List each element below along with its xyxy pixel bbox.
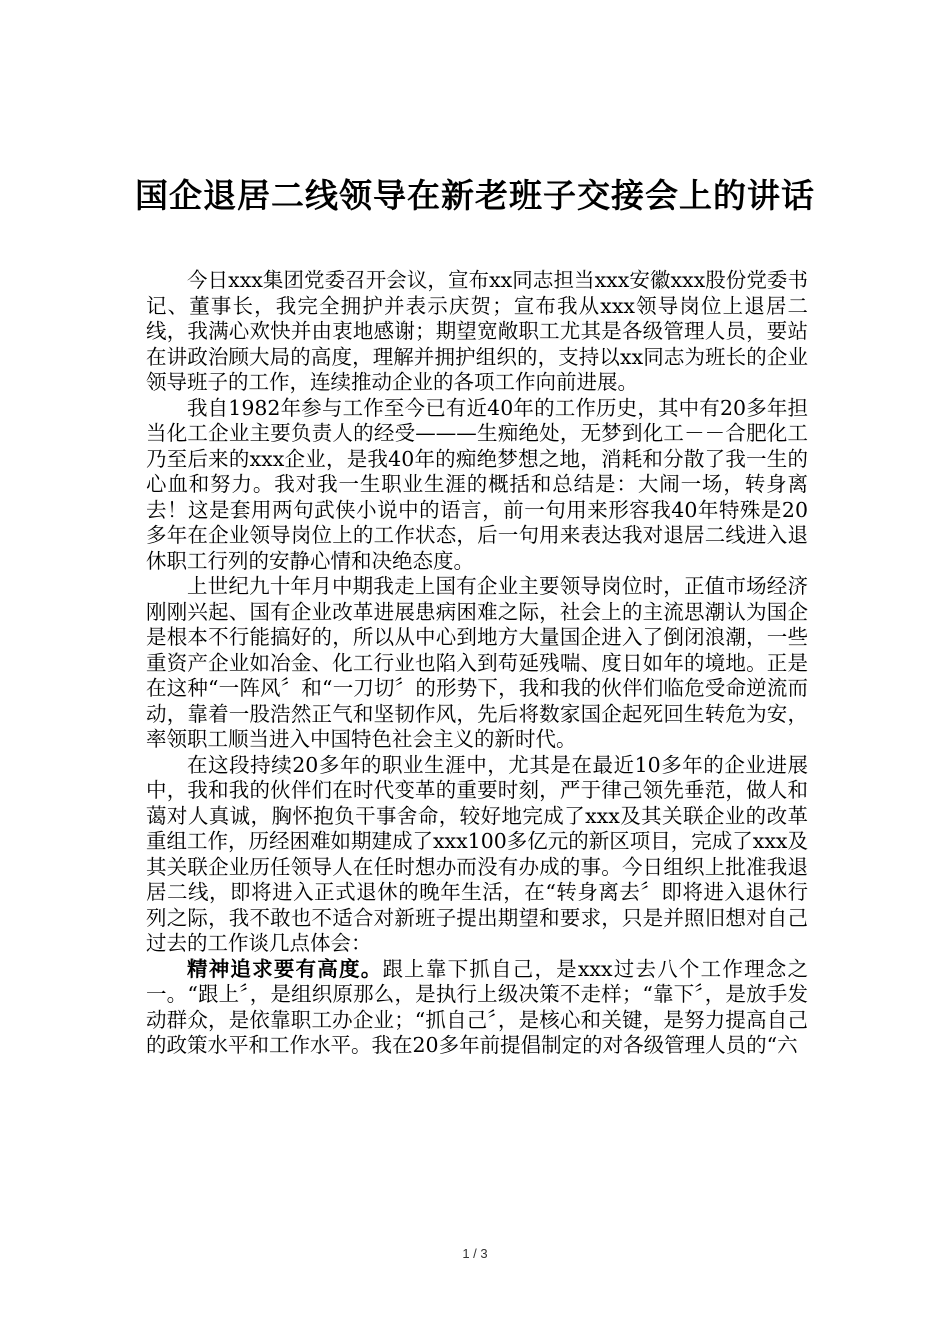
paragraph-5-text: 跟上靠下抓自己，是xxx过去八个工作理念之一。“跟上〞，是组织原那么，是执行上级决策不走样；“靠下〞，是放手发动群众，是依靠职工办企业；“抓自己〞，是核心和关键，是努力提高自己的政策水平和工作水平。我在20多年前提倡制定的对各级管理人员的“六 <box>146 956 808 1057</box>
paragraph-5-lead: 精神追求要有高度。 <box>187 956 383 981</box>
document-title: 国企退居二线领导在新老班子交接会上的讲话 <box>135 176 815 216</box>
paragraph-3: 上世纪九十年月中期我走上国有企业主要领导岗位时，正值市场经济刚刚兴起、国有企业改革进展患病困难之际，社会上的主流思潮认为国企是根本不行能搞好的，所以从中心到地方大量国企进入了倒闭浪潮，一些重资产企业如冶金、化工行业也陷入到苟延残喘、度日如年的境地。正是在这种“一阵风〞和“一刀切〞的形势下，我和我的伙伴们临危受命逆流而动，靠着一股浩然正气和坚韧作风，先后将数家国企起死回生转危为安，率领职工顺当进入中国特色社会主义的新时代。 <box>146 574 808 751</box>
paragraph-1: 今日xxx集团党委召开会议，宣布xx同志担当xxx安徽xxx股份党委书记、董事长，我完全拥护并表示庆贺；宣布我从xxx领导岗位上退居二线，我满心欢快并由衷地感谢；期望宽敞职工尤其是各级管理人员，要站在讲政治顾大局的高度，理解并拥护组织的，支持以xx同志为班长的企业领导班子的工作，连续推动企业的各项工作向前进展。 <box>146 268 808 394</box>
paragraph-4: 在这段持续20多年的职业生涯中，尤其是在最近10多年的企业进展中，我和我的伙伴们在时代变革的重要时刻，严于律己领先垂范，做人和蔼对人真诚，胸怀抱负干事舍命，较好地完成了xxx及其关联企业的改革重组工作，历经困难如期建成了xxx100多亿元的新区项目，完成了xxx及其关联企业历任领导人在任时想办而没有办成的事。今日组织上批准我退居二线，即将进入正式退休的晚年生活，在“转身离去〞即将进入退休行列之际，我不敢也不适合对新班子提出期望和要求，只是并照旧想对自己过去的工作谈几点体会： <box>146 752 808 955</box>
page-indicator: 1 / 3 <box>462 1246 488 1261</box>
document-body <box>146 268 808 1059</box>
paragraph-2: 我自1982年参与工作至今已有近40年的工作历史，其中有20多年担当化工企业主要负责人的经受———生痴绝处，无梦到化工－－合肥化工乃至后来的xxx企业，是我40年的痴绝梦想之地，消耗和分散了我一生的心血和努力。我对我一生职业生涯的概括和总结是：大闹一场，转身离去！这是套用两句武侠小说中的语言，前一句用来形容我40年特殊是20多年在企业领导岗位上的工作状态，后一句用来表达我对退居二线进入退休职工行列的安静心情和决绝态度。 <box>146 395 808 573</box>
paragraph-5 <box>146 957 808 1059</box>
